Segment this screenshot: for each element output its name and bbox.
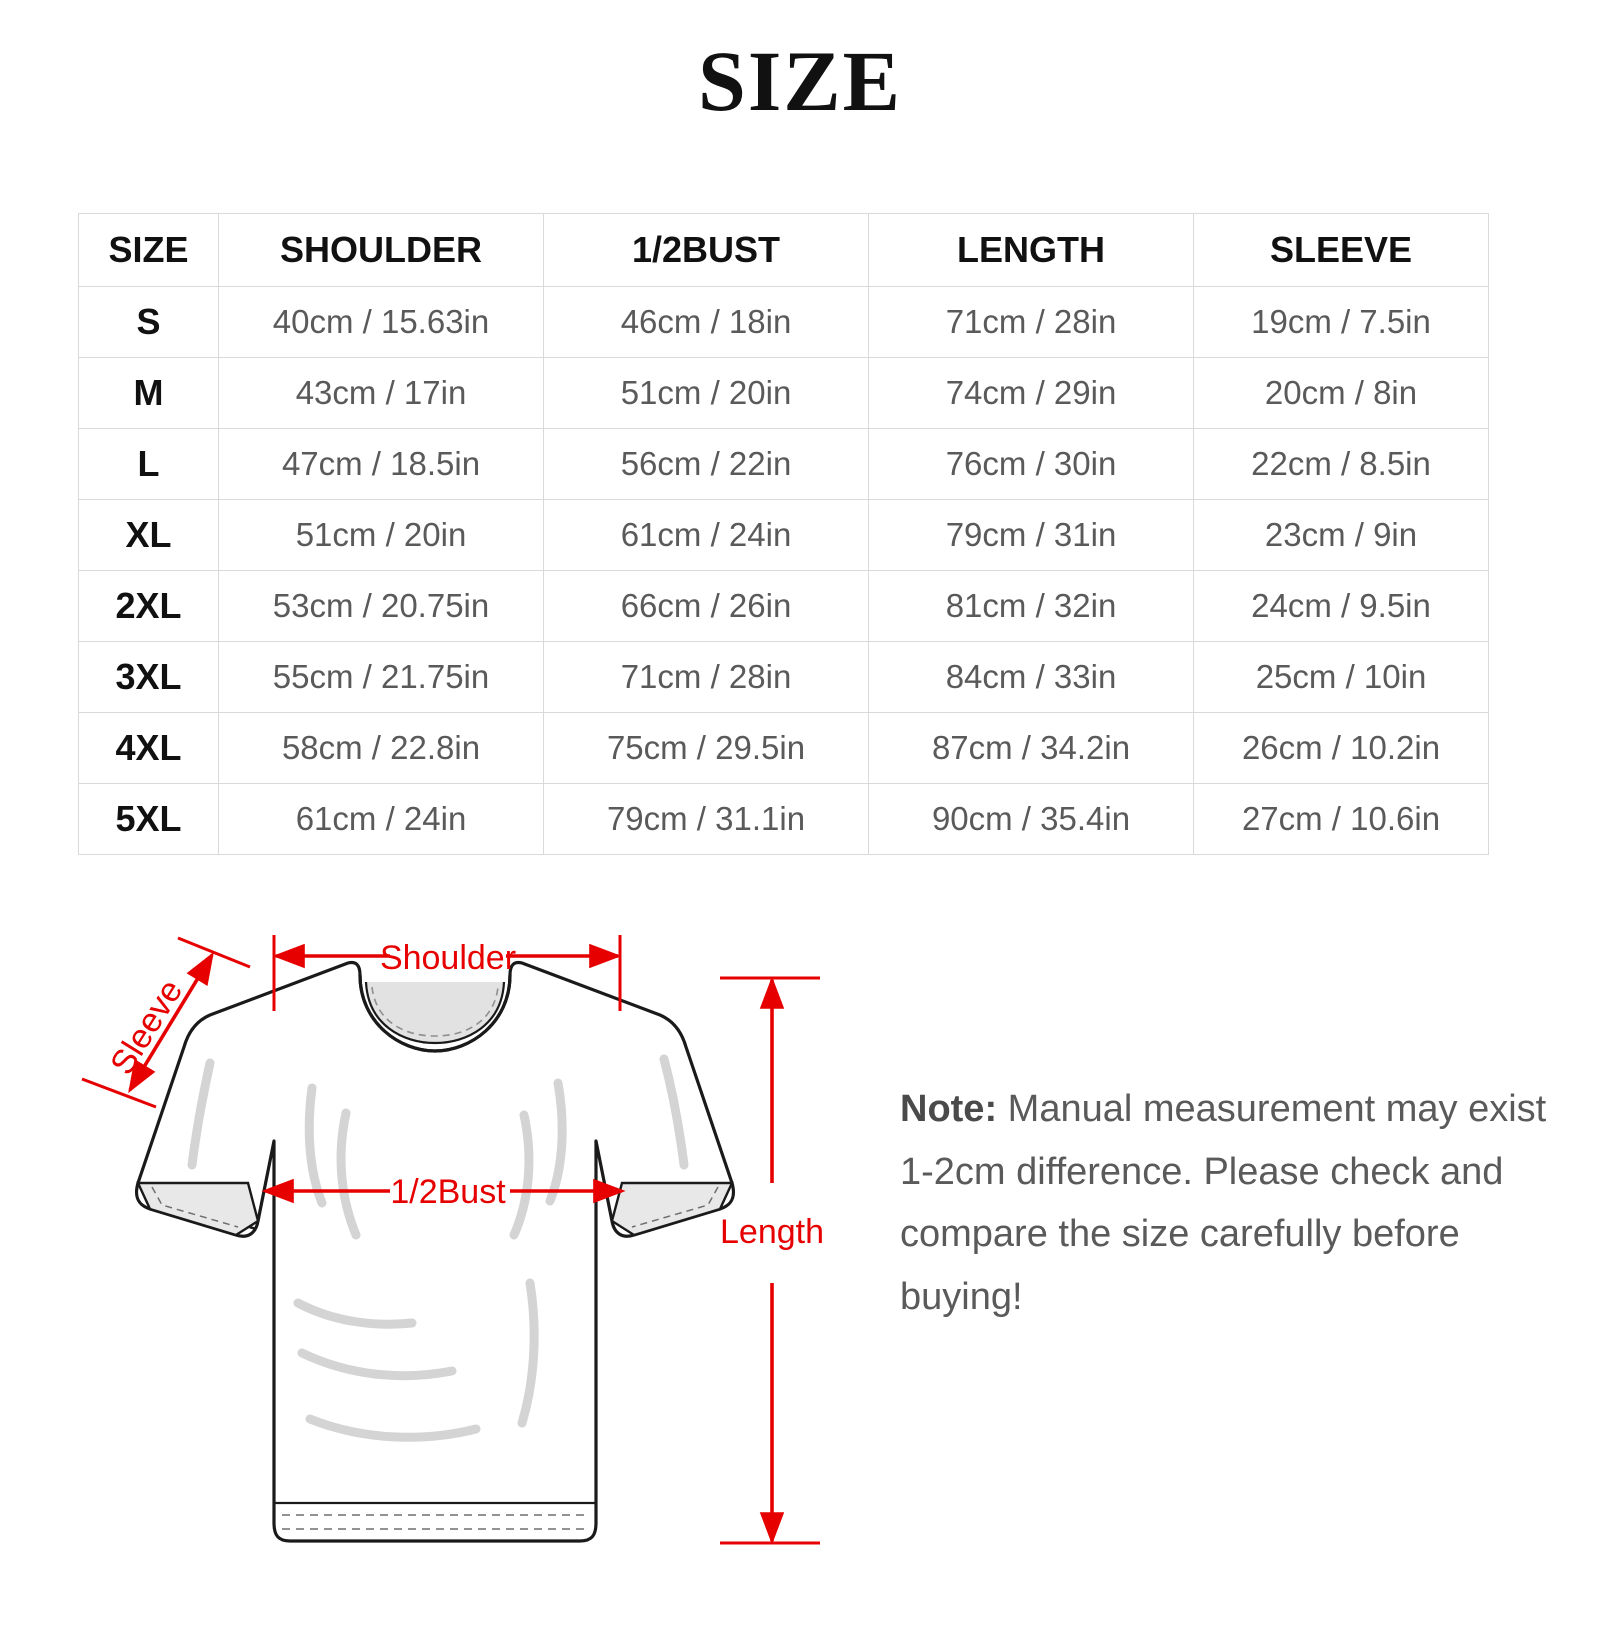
cell-size: S	[79, 287, 219, 358]
cell-sleeve: 24cm / 9.5in	[1194, 571, 1489, 642]
cell-shoulder: 43cm / 17in	[219, 358, 544, 429]
cell-shoulder: 47cm / 18.5in	[219, 429, 544, 500]
measurement-diagram	[0, 883, 1600, 1638]
length-measure-line	[720, 978, 824, 1543]
cell-length: 81cm / 32in	[869, 571, 1194, 642]
cell-bust: 61cm / 24in	[544, 500, 869, 571]
column-header-shoulder: SHOULDER	[219, 214, 544, 287]
column-header-length: LENGTH	[869, 214, 1194, 287]
cell-shoulder: 58cm / 22.8in	[219, 713, 544, 784]
tshirt-outline	[137, 963, 734, 1542]
label-length: Length	[720, 1213, 824, 1251]
cell-length: 84cm / 33in	[869, 642, 1194, 713]
table-row	[79, 713, 1489, 784]
cell-bust: 46cm / 18in	[544, 287, 869, 358]
cell-size: 2XL	[79, 571, 219, 642]
label-half-bust: 1/2Bust	[390, 1173, 506, 1211]
table-row	[79, 642, 1489, 713]
table-header-row	[79, 214, 1489, 287]
cell-shoulder: 61cm / 24in	[219, 784, 544, 855]
cell-sleeve: 19cm / 7.5in	[1194, 287, 1489, 358]
cell-bust: 71cm / 28in	[544, 642, 869, 713]
cell-sleeve: 20cm / 8in	[1194, 358, 1489, 429]
cell-size: 3XL	[79, 642, 219, 713]
cell-bust: 79cm / 31.1in	[544, 784, 869, 855]
cell-sleeve: 26cm / 10.2in	[1194, 713, 1489, 784]
cell-sleeve: 27cm / 10.6in	[1194, 784, 1489, 855]
cell-size: XL	[79, 500, 219, 571]
cell-length: 71cm / 28in	[869, 287, 1194, 358]
cell-length: 87cm / 34.2in	[869, 713, 1194, 784]
column-header-bust: 1/2BUST	[544, 214, 869, 287]
label-sleeve: Sleeve	[103, 973, 191, 1082]
cell-size: 4XL	[79, 713, 219, 784]
table-row	[79, 429, 1489, 500]
cell-sleeve: 25cm / 10in	[1194, 642, 1489, 713]
table-row	[79, 571, 1489, 642]
cell-length: 74cm / 29in	[869, 358, 1194, 429]
note-text	[900, 1078, 1560, 1329]
page-title: SIZE	[697, 33, 903, 129]
cell-size: M	[79, 358, 219, 429]
cell-shoulder: 51cm / 20in	[219, 500, 544, 571]
cell-sleeve: 23cm / 9in	[1194, 500, 1489, 571]
cell-length: 90cm / 35.4in	[869, 784, 1194, 855]
table-row	[79, 287, 1489, 358]
cell-shoulder: 40cm / 15.63in	[219, 287, 544, 358]
cell-size: 5XL	[79, 784, 219, 855]
size-chart-table	[78, 213, 1488, 855]
table-row	[79, 500, 1489, 571]
cell-size: L	[79, 429, 219, 500]
cell-length: 79cm / 31in	[869, 500, 1194, 571]
cell-sleeve: 22cm / 8.5in	[1194, 429, 1489, 500]
table-row	[79, 358, 1489, 429]
label-shoulder: Shoulder	[379, 939, 517, 977]
cell-bust: 56cm / 22in	[544, 429, 869, 500]
cell-bust: 51cm / 20in	[544, 358, 869, 429]
cell-bust: 75cm / 29.5in	[544, 713, 869, 784]
cell-bust: 66cm / 26in	[544, 571, 869, 642]
column-header-size: SIZE	[79, 214, 219, 287]
tshirt-illustration	[60, 883, 900, 1633]
note-label: Note:	[900, 1088, 998, 1130]
cell-shoulder: 53cm / 20.75in	[219, 571, 544, 642]
cell-shoulder: 55cm / 21.75in	[219, 642, 544, 713]
table-row	[79, 784, 1489, 855]
column-header-sleeve: SLEEVE	[1194, 214, 1489, 287]
note-body: Manual measurement may exist 1-2cm difference. Please check and compare the size carefully before buying!	[900, 1088, 1547, 1319]
cell-length: 76cm / 30in	[869, 429, 1194, 500]
